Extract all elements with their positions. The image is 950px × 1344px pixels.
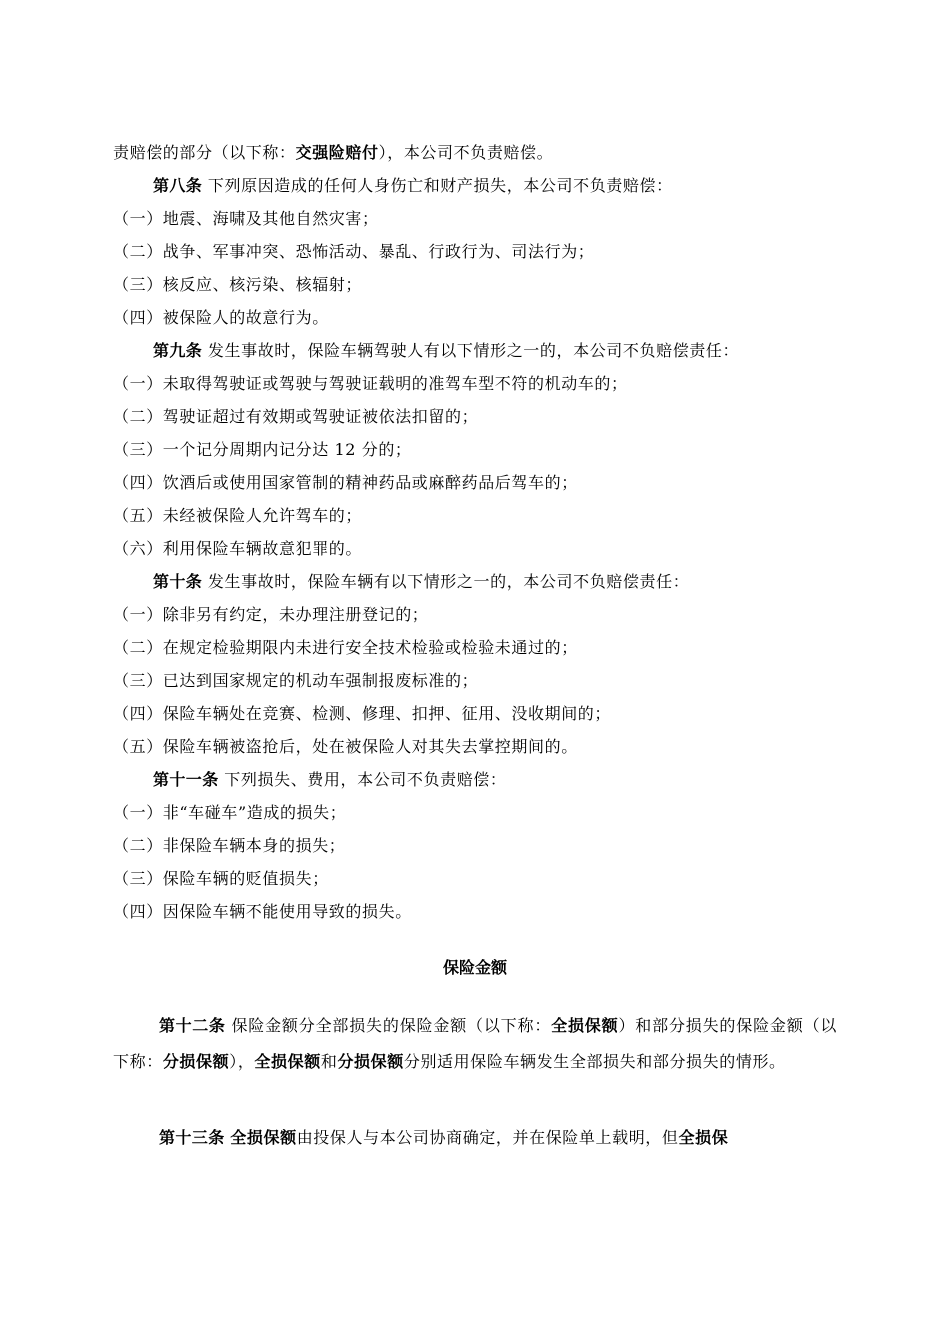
list-item: （五）未经被保险人允许驾车的； bbox=[113, 506, 363, 525]
article-text: 下列损失、费用，本公司不负责赔偿： bbox=[224, 770, 507, 789]
list-item: （二）战争、军事冲突、恐怖活动、暴乱、行政行为、司法行为； bbox=[113, 242, 595, 261]
intro-text: 责赔偿的部分（以下称： bbox=[113, 143, 296, 162]
article-text: 下列原因造成的任何人身伤亡和财产损失，本公司不负责赔偿： bbox=[207, 176, 673, 195]
article-label: 第十一条 bbox=[153, 770, 219, 789]
article-8-heading bbox=[153, 174, 883, 198]
article-text: 发生事故时，保险车辆有以下情形之一的，本公司不负赔偿责任： bbox=[207, 572, 690, 591]
list-item: （五）保险车辆被盗抢后，处在被保险人对其失去掌控期间的。 bbox=[113, 737, 578, 756]
article-9-heading bbox=[153, 339, 883, 363]
defined-term: 交强险赔付 bbox=[295, 143, 379, 162]
list-item: （四）饮酒后或使用国家管制的精神药品或麻醉药品后驾车的； bbox=[113, 473, 578, 492]
list-item: （二）非保险车辆本身的损失； bbox=[113, 836, 346, 855]
list-item: （三）已达到国家规定的机动车强制报废标准的； bbox=[113, 671, 479, 690]
article-11-heading bbox=[153, 768, 883, 792]
article-label: 第十三条 bbox=[159, 1128, 225, 1147]
defined-term: 分损保额 bbox=[162, 1052, 230, 1071]
paragraph-text: 保险金额分全部损失的保险金额（以下称： bbox=[231, 1016, 552, 1035]
list-item: （一）除非另有约定，未办理注册登记的； bbox=[113, 605, 429, 624]
paragraph-text: 和 bbox=[320, 1052, 338, 1071]
article-10-heading bbox=[153, 570, 883, 594]
list-item: （一）非“车碰车”造成的损失； bbox=[113, 803, 347, 822]
list-item: （四）被保险人的故意行为。 bbox=[113, 308, 329, 327]
article-13-paragraph bbox=[113, 1120, 837, 1156]
defined-term: 全损保额 bbox=[254, 1052, 321, 1071]
article-label: 第九条 bbox=[153, 341, 203, 360]
list-item: （一）未取得驾驶证或驾驶与驾驶证载明的准驾车型不符的机动车的； bbox=[113, 374, 628, 393]
list-item: （六）利用保险车辆故意犯罪的。 bbox=[113, 539, 363, 558]
list-item: （三）核反应、核污染、核辐射； bbox=[113, 275, 363, 294]
paragraph-text: 分别适用保险车辆发生全部损失和部分损失的情形。 bbox=[403, 1052, 786, 1071]
list-item: （三）一个记分周期内记分达 12 分的； bbox=[113, 440, 412, 459]
list-item: （四）保险车辆处在竞赛、检测、修理、扣押、征用、没收期间的； bbox=[113, 704, 612, 723]
article-label: 第十条 bbox=[153, 572, 203, 591]
paragraph-text: 由投保人与本公司协商确定，并在保险单上载明，但 bbox=[296, 1128, 679, 1147]
list-item: （二）在规定检验期限内未进行安全技术检验或检验未通过的； bbox=[113, 638, 578, 657]
article-12-paragraph bbox=[113, 1008, 837, 1080]
list-item: （二）驾驶证超过有效期或驾驶证被依法扣留的； bbox=[113, 407, 479, 426]
section-heading: 保险金额 bbox=[442, 958, 507, 977]
list-item: （一）地震、海啸及其他自然灾害； bbox=[113, 209, 379, 228]
article-label: 第十二条 bbox=[159, 1016, 226, 1035]
defined-term: 全损保 bbox=[678, 1128, 729, 1147]
defined-term: 全损保额 bbox=[551, 1016, 619, 1035]
article-label: 第八条 bbox=[153, 176, 203, 195]
defined-term: 全损保额 bbox=[230, 1128, 297, 1147]
paragraph-text: ）和部分损失的保险金额（以下称： bbox=[113, 1016, 837, 1071]
article-text: 发生事故时，保险车辆驾驶人有以下情形之一的，本公司不负赔偿责任： bbox=[207, 341, 740, 360]
list-item: （四）因保险车辆不能使用导致的损失。 bbox=[113, 902, 412, 921]
list-item: （三）保险车辆的贬值损失； bbox=[113, 869, 329, 888]
defined-term: 分损保额 bbox=[337, 1052, 404, 1071]
intro-line bbox=[113, 141, 843, 165]
intro-text: ），本公司不负责赔偿。 bbox=[378, 143, 554, 162]
paragraph-text: ）， bbox=[229, 1052, 255, 1071]
